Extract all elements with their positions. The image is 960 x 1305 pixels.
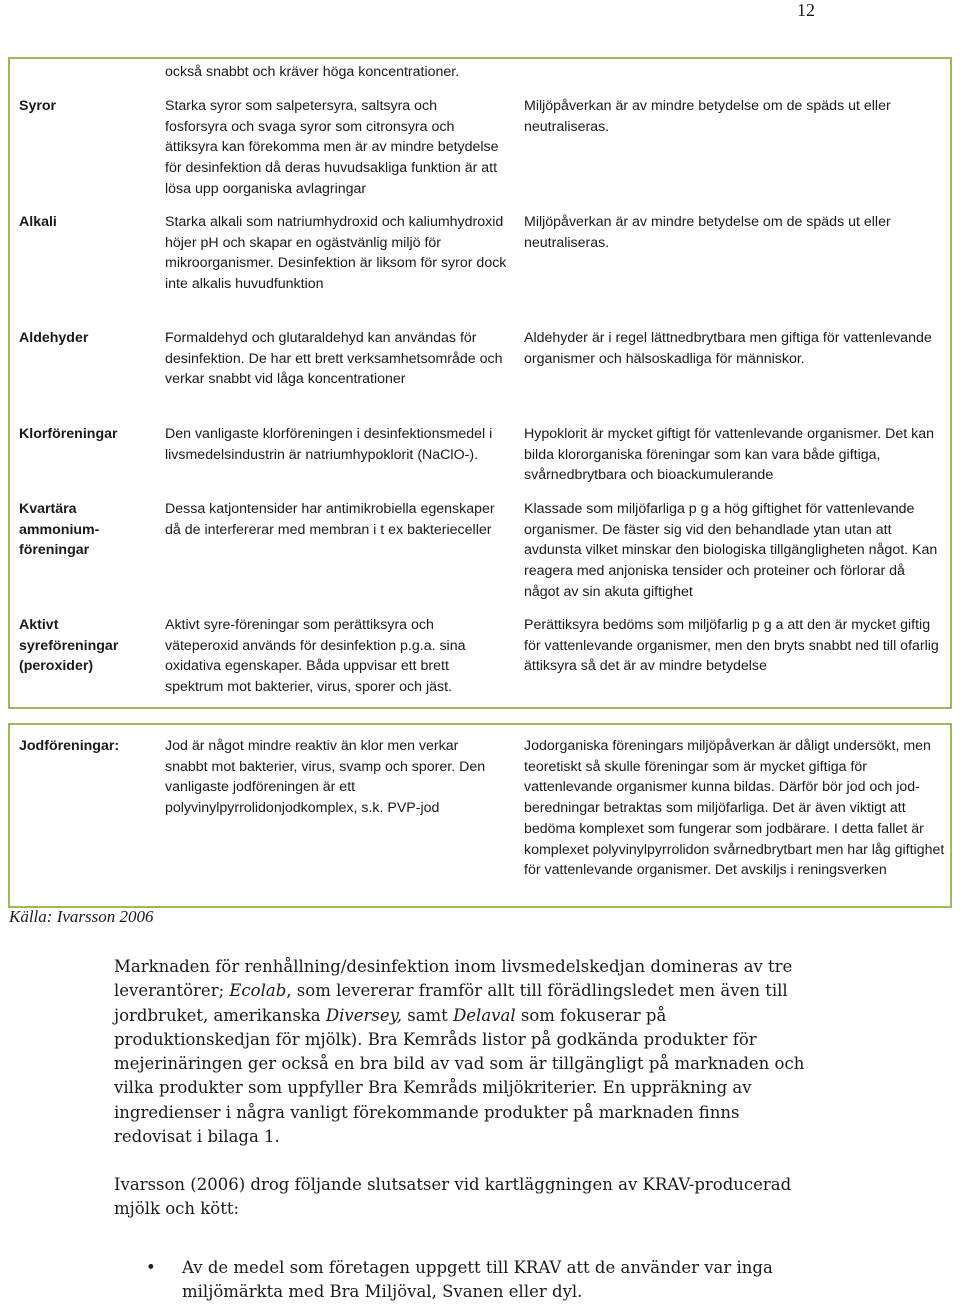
row-impact-klorforeningar: Hypoklorit är mycket giftigt för vattenlevande organismer. Det kan bilda klororganiska föreningar som kan vara både giftiga, svårnedbrytbara och bioackumulerande bbox=[524, 426, 935, 484]
row-name-jodforeningar: Jodföreningar: bbox=[19, 738, 120, 754]
row-description-alkali: Starka alkali som natriumhydroxid och kaliumhydroxid höjer pH och skapar en ogästvänlig miljö för mikroorganismer. Desinfektion är liksom för syror dock inte alkalis huvudfunktion bbox=[165, 214, 507, 293]
row-impact-syror: Miljöpåverkan är av mindre betydelse om de späds ut eller neutraliseras. bbox=[524, 98, 891, 135]
market-text-4: som fokuserar på produktionskedjan för mjölk). Bra Kemråds listor på godkända produkter för mejerinäringen ger också en bra bild av vad som är tillgängligt på marknaden och vilka produkter som uppfyller Bra Kemråds miljökriterier. En uppräkning av ingredienser i några vanligt förekommande produkter på marknaden finns redovisat i bilaga 1. bbox=[114, 1005, 805, 1147]
market-paragraph bbox=[114, 955, 814, 1149]
row-name-peroxider: Aktivt syreföreningar (peroxider) bbox=[19, 617, 119, 675]
row-name-syror: Syror bbox=[19, 98, 57, 114]
row-name-kvartara: Kvartära ammonium-föreningar bbox=[19, 501, 100, 559]
continued-text: också snabbt och kräver höga koncentrationer. bbox=[165, 64, 460, 80]
row-description-klorforeningar: Den vanligaste klorföreningen i desinfektionsmedel i livsmedelsindustrin är natriumhypoklorit (NaClO-). bbox=[165, 426, 493, 463]
market-text-3: samt bbox=[401, 1005, 454, 1025]
row-description-peroxider: Aktivt syre-föreningar som perättiksyra och väteperoxid används för desinfektion p.g.a. sina oxidativa egenskaper. Båda uppvisar ett brett spektrum mot bakterier, virus, sporer och jäst. bbox=[165, 617, 466, 696]
disinfectant-table bbox=[8, 57, 952, 709]
row-description-aldehyder: Formaldehyd och glutaraldehyd kan användas för desinfektion. De har ett brett verksamhetsområde och verkar snabbt vid låga koncentrationer bbox=[165, 330, 503, 388]
row-name-klorforeningar: Klorföreningar bbox=[19, 426, 118, 442]
row-impact-aldehyder: Aldehyder är i regel lättnedbrytbara men giftiga för vattenlevande organismer och hälsoskadliga för människor. bbox=[524, 330, 932, 367]
row-description-jodforeningar: Jod är något mindre reaktiv än klor men verkar snabbt mot bakterier, virus, svamp och sporer. Den vanligaste jodföreningen är ett polyvinylpyrrolidonjodkomplex, s.k. PVP-jod bbox=[165, 738, 486, 817]
row-name-alkali: Alkali bbox=[19, 214, 57, 230]
company-diversey: Diversey, bbox=[325, 1005, 402, 1025]
source-citation: Källa: Ivarsson 2006 bbox=[9, 907, 154, 926]
company-delaval: Delaval bbox=[453, 1005, 516, 1025]
row-description-kvartara: Dessa katjontensider har antimikrobiella egenskaper då de interfererar med membran i t ex bakterieceller bbox=[165, 501, 495, 538]
market-text-2: , som levererar framför allt till förädlingsledet men även till jordbruket, amerikanska bbox=[114, 981, 788, 1025]
row-impact-jodforeningar: Jodorganiska föreningars miljöpåverkan är dåligt undersökt, men teoretiskt så skulle föreningar som är mycket giftiga för vattenlevande organismer kunna bildas. Därför bör jod och jod-beredningar betraktas som miljöfarliga. Det är även viktigt att bedöma komplexet som fungerar som jodbärare. I detta fallet är komplexet polyvinylpyrrolidon svårnedbrytbart men har låg giftighet för vattenlevande organismer. Det avskiljs i reningsverken bbox=[524, 738, 945, 879]
iodine-table bbox=[8, 723, 952, 908]
row-name-aldehyder: Aldehyder bbox=[19, 330, 89, 346]
page-number: 12 bbox=[797, 0, 815, 20]
bullet-text: Av de medel som företagen uppgett till KRAV att de använder var inga miljömärkta med Bra Miljöval, Svanen eller dyl. bbox=[182, 1258, 773, 1302]
market-text-1: Marknaden för renhållning/desinfektion inom livsmedelskedjan domineras av tre leverantörer; bbox=[114, 957, 793, 1001]
row-impact-alkali: Miljöpåverkan är av mindre betydelse om de späds ut eller neutraliseras. bbox=[524, 214, 891, 251]
row-description-syror: Starka syror som salpetersyra, saltsyra och fosforsyra och svaga syror som citronsyra och ättiksyra kan förekomma men är av mindre betydelse för desinfektion då deras huvudsakliga funktion är att lösa upp oorganiska avlagringar bbox=[165, 98, 499, 197]
conclusion-intro-paragraph: Ivarsson (2006) drog följande slutsatser vid kartläggningen av KRAV-producerad mjölk och kött: bbox=[114, 1175, 792, 1219]
row-impact-peroxider: Perättiksyra bedöms som miljöfarlig p g a att den är mycket giftig för vattenlevande organismer, men den bryts snabbt ned till ofarlig ättiksyra så det är av mindre betydelse bbox=[524, 617, 939, 675]
row-impact-kvartara: Klassade som miljöfarliga p g a hög giftighet för vattenlevande organismer. De fäster sig vid den behandlade ytan utan att avdunsta vilket minskar den biologiska tillgängligheten något. Kan reagera med anjoniska tensider och proteiner och förlorar då något av sin akuta giftighet bbox=[524, 501, 938, 600]
company-ecolab: Ecolab bbox=[229, 981, 287, 1001]
bullet-icon: • bbox=[146, 1258, 156, 1277]
